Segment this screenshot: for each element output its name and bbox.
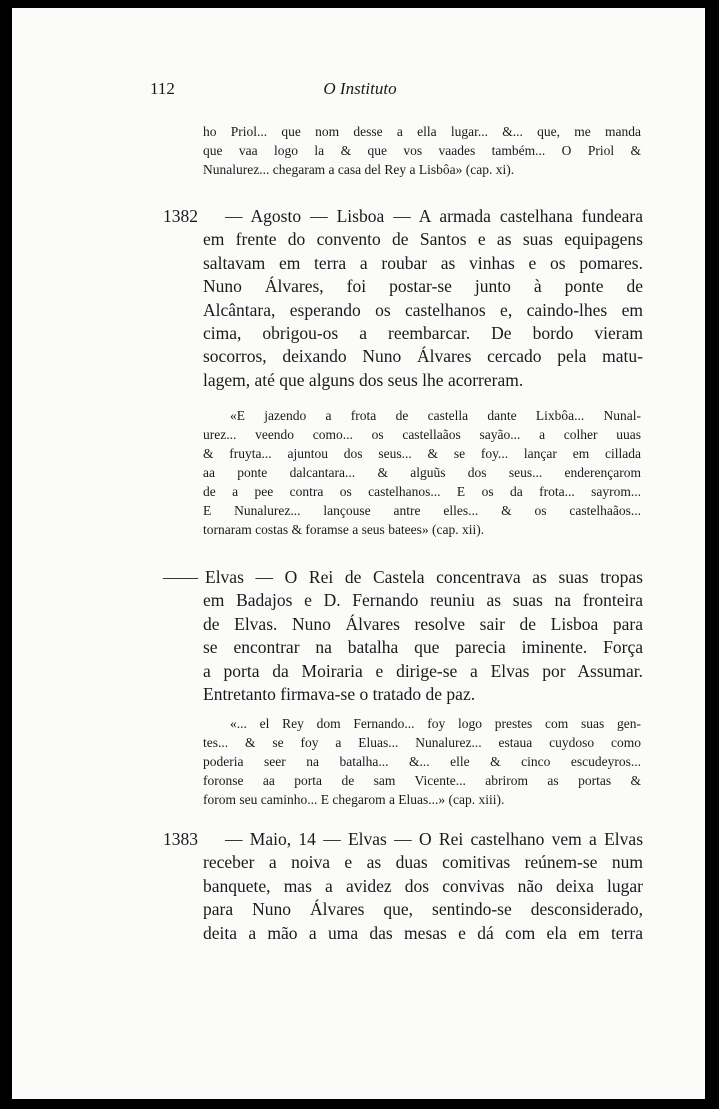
entry-year: 1383 [163,829,198,849]
entry-line: Alcântara, esperando os castelhanos e, caindo-lhes em [203,299,643,320]
entry-line: se encontrar na batalha que parecia iminente. Força [203,637,643,658]
quote-line: E Nunalurez... lançouse antre elles... & os castelhaãos... [203,503,641,518]
entry-line: — Maio, 14 — Elvas — O Rei castelhano vem a Elvas [225,829,643,849]
page-number: 112 [150,79,175,98]
quote-2 [203,406,641,539]
quote-line: que vaa logo la & que vos vaades também... O Priol & [203,143,641,158]
quote-line: «... el Rey dom Fernando... foy logo prestes com suas gen- [230,716,641,731]
quote-line: Nunalurez... chegaram a casa del Rey a Lisbôa» (cap. xi). [203,162,515,177]
entry-line: lagem, até que alguns dos seus lhe acorreram. [203,369,524,390]
entry-line: saltavam em terra a roubar as vinhas e os pomares. [203,252,643,273]
entry-line: banquete, mas a avidez dos convivas não deixa lugar [203,875,643,896]
entry-line: Nuno Álvares, foi postar-se junto à ponte de [203,276,643,297]
entry-line: receber a noiva e as duas comitivas reúnem-se num [203,852,643,873]
entry-year: 1382 [163,206,198,226]
entry-line: a porta da Moiraria e dirige-se a Elvas por Assumar. [203,660,643,681]
quote-1 [203,122,641,179]
quote-line: ho Priol... que nom desse a ella lugar... &... que, me manda [203,124,641,139]
entry-line: em frente do convento de Santos e as suas equipagens [203,229,643,250]
quote-line: aa ponte dalcantara... & alguũs dos seus... enderençarom [203,465,641,480]
entry-line: de Elvas. Nuno Álvares resolve sair de Lisboa para [203,613,643,634]
entry-elvas [163,566,643,706]
entry-line: deita a mão a uma das mesas e dá com ela em terra [203,922,643,943]
entry-dash: —— [163,567,198,587]
quote-line: poderia seer na batalha... &... elle & cinco escudeyros... [203,754,641,769]
entry-line: em Badajos e D. Fernando reuniu as suas na fronteira [203,590,643,611]
page-header [150,79,570,103]
entry-1382-agosto [163,205,643,392]
running-title: O Instituto [323,79,397,98]
quote-line: foronse aa porta de sam Vicente... abrirom as portas & [203,773,641,788]
entry-line: socorros, deixando Nuno Álvares cercado pela matu- [203,346,643,367]
quote-line: tornaram costas & foramse a seus batees» (cap. xii). [203,522,485,537]
quote-line: urez... veendo como... os castellaãos sayão... a colher uuas [203,427,641,442]
quote-line: de a pee contra os castelhanos... E os da frota... sayrom... [203,484,641,499]
entry-line: Entretanto firmava-se o tratado de paz. [203,684,476,705]
quote-3 [203,714,641,809]
quote-line: forom seu caminho... E chegarom a Eluas...» (cap. xiii). [203,792,505,807]
entry-line: Elvas — O Rei de Castela concentrava as suas tropas [205,567,643,587]
entry-line: — Agosto — Lisboa — A armada castelhana fundeara [225,206,643,226]
entry-line: cima, obrigou-os a reembarcar. De bordo vieram [203,323,643,344]
entry-1383-maio [163,828,643,945]
quote-line: tes... & se foy a Eluas... Nunalurez... estaua cuydoso como [203,735,641,750]
quote-line: & fruyta... ajuntou dos seus... & se foy... lançar em cillada [203,446,641,461]
quote-line: «E jazendo a frota de castella dante Lixbôa... Nunal- [230,408,641,423]
entry-line: para Nuno Álvares que, sentindo-se desconsiderado, [203,899,643,920]
